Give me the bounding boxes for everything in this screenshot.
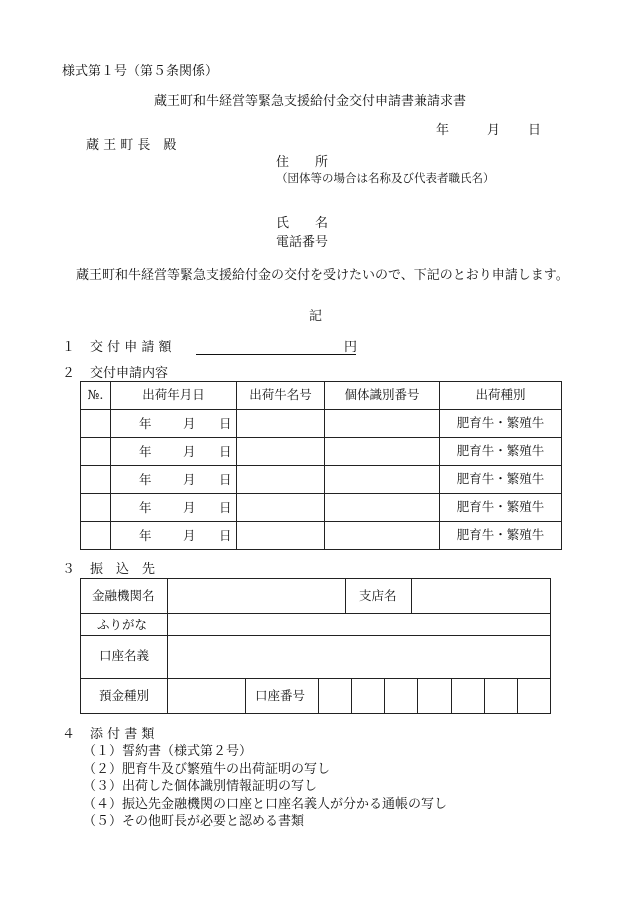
row-ship-date[interactable] — [111, 522, 237, 550]
application-statement: 蔵王町和牛経営等緊急支援給付金の交付を受けたいので、下記のとおり申請します。 — [76, 268, 569, 283]
row-cattle-name[interactable] — [237, 410, 325, 438]
attachment-item: （３）出荷した個体識別情報証明の写し — [83, 779, 318, 794]
section4-label: 添 付 書 類 — [90, 727, 155, 742]
name-label: 氏 名 — [276, 216, 329, 231]
bank-table — [80, 578, 551, 714]
header-ship-date: 出荷年月日 — [111, 382, 237, 410]
account-digit-box[interactable] — [352, 679, 384, 713]
section1-number: １ — [62, 340, 76, 355]
account-digit-box[interactable] — [385, 679, 417, 713]
row-day: 日 — [219, 415, 232, 431]
header-id-number: 個体識別番号 — [325, 382, 440, 410]
furigana-field[interactable] — [168, 614, 550, 634]
row-day: 日 — [219, 443, 232, 459]
row-month: 月 — [183, 415, 196, 431]
row-month: 月 — [183, 443, 196, 459]
row-no[interactable] — [81, 494, 111, 522]
table-row — [81, 438, 562, 466]
row-ship-date[interactable] — [111, 438, 237, 466]
address-note: （団体等の場合は名称及び代表者職氏名） — [276, 171, 495, 185]
document-title: 蔵王町和牛経営等緊急支援給付金交付申請書兼請求書 — [154, 94, 467, 109]
bank-name-label: 金融機関名 — [92, 588, 155, 603]
ki-heading: 記 — [309, 309, 323, 324]
row-ship-date[interactable] — [111, 410, 237, 438]
date-day: 日 — [528, 123, 542, 138]
table-row — [81, 522, 562, 550]
section2-label: 交付申請内容 — [90, 366, 169, 381]
row-ship-type[interactable]: 肥育牛・繁殖牛 — [440, 522, 562, 550]
section4-number: ４ — [62, 727, 76, 742]
row-ship-date[interactable] — [111, 466, 237, 494]
row-day: 日 — [219, 499, 232, 515]
attachment-item: （４）振込先金融機関の口座と口座名義人が分かる通帳の写し — [83, 796, 448, 812]
branch-name-field[interactable] — [412, 580, 550, 612]
attachment-item: （２）肥育牛及び繁殖牛の出荷証明の写し — [83, 761, 331, 777]
addressee: 蔵 王 町 長 殿 — [86, 138, 177, 153]
address-label: 住 所 — [276, 155, 329, 170]
attachment-item: （５）その他町長が必要と認める書類 — [83, 814, 305, 829]
row-ship-date[interactable] — [111, 494, 237, 522]
row-id-number[interactable] — [325, 438, 440, 466]
row-day: 日 — [219, 527, 232, 543]
date-year: 年 — [436, 123, 450, 138]
header-cattle-name: 出荷牛名号 — [237, 382, 325, 410]
row-ship-type[interactable]: 肥育牛・繁殖牛 — [440, 410, 562, 438]
row-ship-type[interactable]: 肥育牛・繁殖牛 — [440, 438, 562, 466]
row-no[interactable] — [81, 466, 111, 494]
deposit-type-field[interactable] — [168, 679, 244, 713]
section2-number: ２ — [62, 366, 76, 381]
row-cattle-name[interactable] — [237, 522, 325, 550]
account-holder-label: 口座名義 — [99, 648, 150, 663]
row-month: 月 — [183, 471, 196, 487]
deposit-type-label: 預金種別 — [99, 688, 150, 703]
row-cattle-name[interactable] — [237, 438, 325, 466]
shipment-table-header — [81, 382, 562, 410]
row-year: 年 — [139, 471, 152, 487]
furigana-label: ふりがな — [97, 617, 148, 632]
row-id-number[interactable] — [325, 522, 440, 550]
shipment-table — [80, 381, 562, 550]
row-no[interactable] — [81, 410, 111, 438]
row-cattle-name[interactable] — [237, 494, 325, 522]
row-cattle-name[interactable] — [237, 466, 325, 494]
section1-label: 交 付 申 請 額 — [90, 340, 172, 355]
account-digit-box[interactable] — [319, 679, 351, 713]
account-digit-box[interactable] — [452, 679, 484, 713]
account-digit-box[interactable] — [418, 679, 451, 713]
section3-label: 振 込 先 — [90, 562, 156, 577]
account-digit-box[interactable] — [485, 679, 517, 713]
header-ship-type: 出荷種別 — [440, 382, 562, 410]
phone-label: 電話番号 — [276, 235, 329, 250]
row-year: 年 — [139, 415, 152, 431]
form-number: 様式第１号（第５条関係） — [62, 64, 219, 79]
amount-unit: 円 — [344, 340, 358, 355]
attachment-item: （１）誓約書（様式第２号） — [83, 744, 253, 759]
row-month: 月 — [183, 499, 196, 515]
row-id-number[interactable] — [325, 410, 440, 438]
row-id-number[interactable] — [325, 466, 440, 494]
table-row — [81, 494, 562, 522]
account-digit-box[interactable] — [518, 679, 550, 713]
row-year: 年 — [139, 499, 152, 515]
table-row — [81, 466, 562, 494]
bank-name-field[interactable] — [168, 580, 344, 612]
account-number-label: 口座番号 — [255, 688, 306, 703]
row-year: 年 — [139, 443, 152, 459]
row-day: 日 — [219, 471, 232, 487]
header-no: №. — [81, 382, 111, 410]
row-ship-type[interactable]: 肥育牛・繁殖牛 — [440, 494, 562, 522]
row-ship-type[interactable]: 肥育牛・繁殖牛 — [440, 466, 562, 494]
row-year: 年 — [139, 527, 152, 543]
row-no[interactable] — [81, 438, 111, 466]
date-month: 月 — [487, 123, 501, 138]
table-row — [81, 410, 562, 438]
section3-number: ３ — [62, 562, 76, 577]
row-month: 月 — [183, 527, 196, 543]
amount-field[interactable] — [196, 340, 356, 355]
branch-name-label: 支店名 — [359, 588, 397, 603]
row-id-number[interactable] — [325, 494, 440, 522]
account-holder-field[interactable] — [168, 636, 550, 677]
row-no[interactable] — [81, 522, 111, 550]
